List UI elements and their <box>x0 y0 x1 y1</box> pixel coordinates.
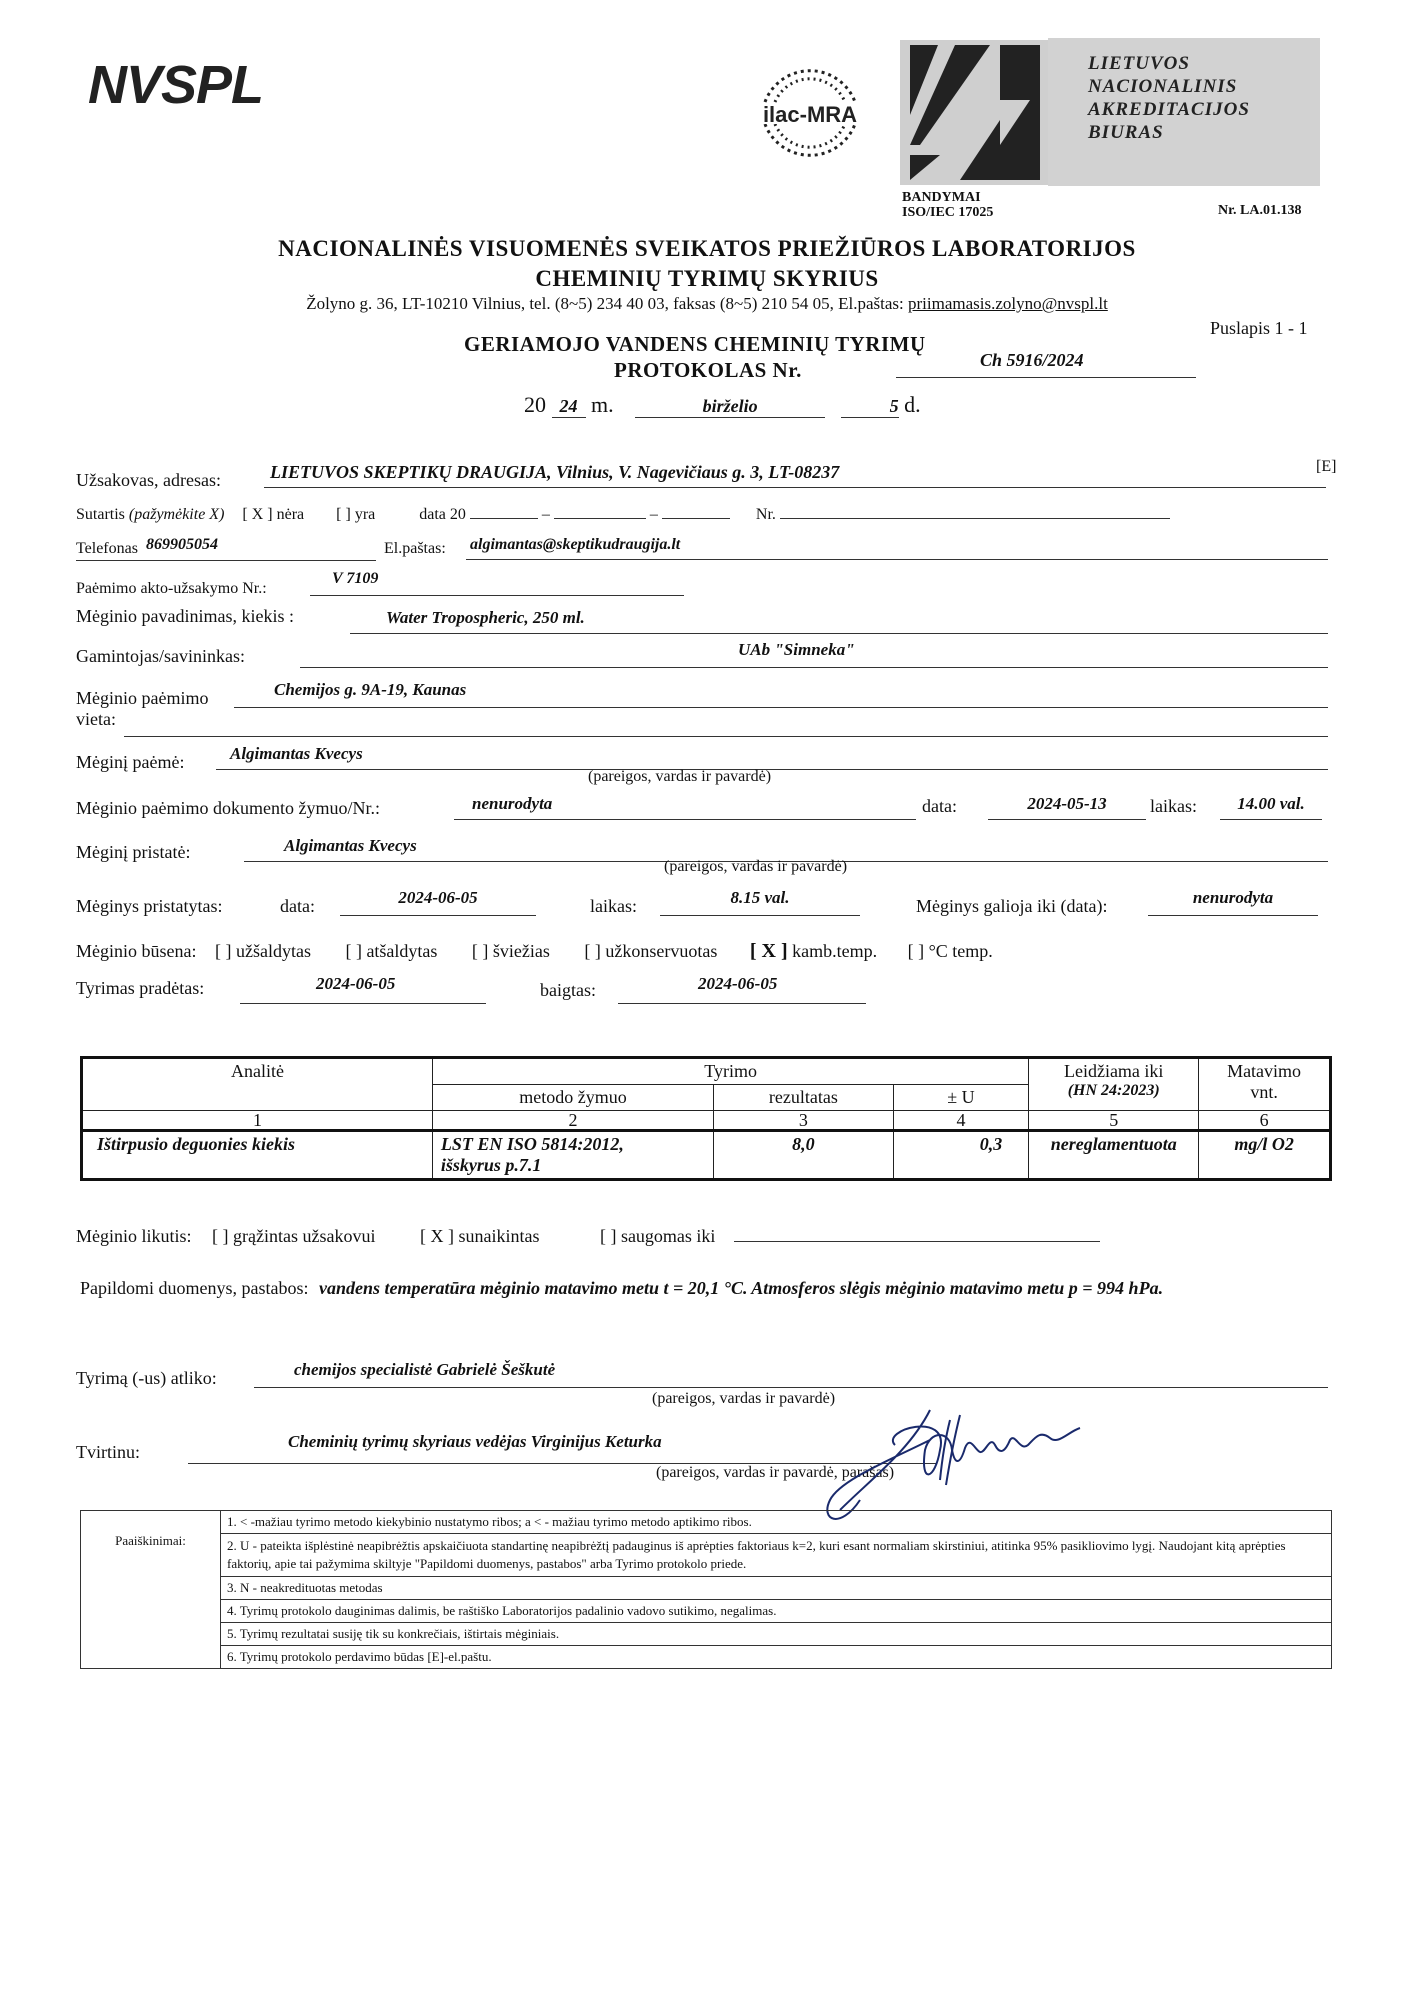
explanation-item: 1. < -mažiau tyrimo metodo kiekybinio nustatymo ribos; a < - mažiau tyrimo metodo aptikimo ribos. <box>221 1511 1332 1534</box>
page-number: Puslapis 1 - 1 <box>1210 318 1308 338</box>
col-num: 5 <box>1029 1111 1199 1131</box>
taken-by-hint: (pareigos, vardas ir pavardė) <box>588 768 772 785</box>
col-num: 4 <box>893 1111 1029 1131</box>
contract-yes-checkbox[interactable]: [ ] yra <box>336 506 376 523</box>
state-preserved-checkbox[interactable]: [ ] užkonservuotas <box>584 941 718 961</box>
explanation-item: 5. Tyrimų rezultatai susiję tik su konkrečiais, ištirtais mėginiais. <box>221 1623 1332 1646</box>
delivered-time-value: 8.15 val. <box>660 888 860 916</box>
explanations-table <box>80 1510 1332 1669</box>
remainder-kept-checkbox[interactable]: [ ] saugomas iki <box>599 1226 716 1246</box>
results-table <box>80 1056 1332 1181</box>
state-temp-field[interactable]: [ ] °C temp. <box>907 941 993 961</box>
remainder-row: Mėginio likutis: [ ] grąžintas užsakovui [ X ] sunaikintas [ ] saugomas iki <box>76 1226 1100 1247</box>
phone-value: 869905054 <box>146 536 218 553</box>
header-unit: Matavimo vnt. <box>1199 1058 1331 1111</box>
additional-notes: Papildomi duomenys, pastabos: vandens temperatūra mėginio matavimo metu t = 20,1 °C. Atmosferos slėgis mėginio matavimo metu p = 994 hPa. <box>80 1278 1164 1298</box>
contract-none-checkbox[interactable]: [ X ] nėra <box>242 506 305 523</box>
header-test: Tyrimo <box>432 1058 1028 1085</box>
ilac-mra-logo <box>740 42 880 182</box>
row-unit: mg/l O2 <box>1199 1131 1331 1180</box>
valid-label: Mėginys galioja iki (data): <box>916 896 1108 916</box>
delivered-by-value: Algimantas Kvecys <box>244 836 1328 862</box>
approved-value: Cheminių tyrimų skyriaus vedėjas Virginijus Keturka <box>188 1432 936 1464</box>
protocol-title-line2: PROTOKOLAS Nr. <box>614 358 802 382</box>
valid-value: nenurodyta <box>1148 888 1318 916</box>
explanation-item: 4. Tyrimų protokolo dauginimas dalimis, be raštiško Laboratorijos padalinio vadovo sutikimo, negalimas. <box>221 1600 1332 1623</box>
org-email-link[interactable]: priimamasis.zolyno@nvspl.lt <box>907 294 1108 313</box>
la-logo-mark <box>900 40 1048 185</box>
doc-date-label: data: <box>922 796 957 816</box>
doc-label: Mėginio paėmimo dokumento žymuo/Nr.: <box>76 798 380 818</box>
header-u: ± U <box>893 1085 1029 1111</box>
remainder-destroyed-checkbox[interactable]: [ X ] sunaikintas <box>419 1226 540 1246</box>
email-value: algimantas@skeptikudraugija.lt <box>466 536 1328 560</box>
email-label: El.paštas: <box>384 540 446 557</box>
svg-text:ilac-MRA: ilac-MRA <box>762 102 858 127</box>
header-analyte: Analitė <box>82 1058 433 1111</box>
delivered-by-hint: (pareigos, vardas ir pavardė) <box>664 858 848 875</box>
doc-date-value: 2024-05-13 <box>988 794 1146 820</box>
contract-row: Sutartis (pažymėkite X) [ X ] nėra [ ] yra data 20 – – Nr. <box>76 506 1170 524</box>
delivered-by-label: Mėginį pristatė: <box>76 842 191 862</box>
site-label: Mėginio paėmimo vieta: <box>76 688 209 729</box>
producer-label: Gamintojas/savininkas: <box>76 646 245 666</box>
col-num: 3 <box>714 1111 894 1131</box>
act-value: V 7109 <box>310 570 684 596</box>
col-num: 2 <box>432 1111 713 1131</box>
org-name-line1: NACIONALINĖS VISUOMENĖS SVEIKATOS PRIEŽIŪROS LABORATORIJOS <box>278 236 1136 261</box>
org-address: Žolyno g. 36, LT-10210 Vilnius, tel. (8~5) 234 40 03, faksas (8~5) 210 54 05, El.paštas: priimamasis.zolyno@nvspl.lt <box>306 294 1108 313</box>
sample-name-label: Mėginio pavadinimas, kiekis : <box>76 606 294 626</box>
explanations-label: Paaiškinimai: <box>81 1511 221 1669</box>
row-method: LST EN ISO 5814:2012, išskyrus p.7.1 <box>432 1131 713 1180</box>
doc-value: nenurodyta <box>454 794 916 820</box>
approved-hint: (pareigos, vardas ir pavardė, parašas) <box>656 1464 895 1481</box>
state-frozen-checkbox[interactable]: [ ] užšaldytas <box>214 941 311 961</box>
taken-by-label: Mėginį paėmė: <box>76 752 185 772</box>
delivered-time-label: laikas: <box>590 896 637 916</box>
header-limit: Leidžiama iki (HN 24:2023) <box>1029 1058 1199 1111</box>
state-ambient-checkbox[interactable]: [ X ] <box>749 940 788 962</box>
accreditation-scope: BANDYMAI ISO/IEC 17025 <box>902 190 994 220</box>
remainder-returned-checkbox[interactable]: [ ] grąžintas užsakovui <box>212 1226 376 1246</box>
state-row: Mėginio būsena: [ ] užšaldytas [ ] atšaldytas [ ] šviežias [ ] užkonservuotas [ X ] kamb.temp. [ ] °C temp. <box>76 940 993 962</box>
org-name-line2: CHEMINIŲ TYRIMŲ SKYRIUS <box>535 266 879 291</box>
col-num: 6 <box>1199 1111 1331 1131</box>
producer-value: UAb "Simneka" <box>300 640 1328 668</box>
sample-name-value: Water Tropospheric, 250 ml. <box>350 608 1328 634</box>
end-label: baigtas: <box>540 980 596 1000</box>
end-value: 2024-06-05 <box>618 974 866 1004</box>
row-analyte: Ištirpusio deguonies kiekis <box>82 1131 433 1180</box>
state-thawed-checkbox[interactable]: [ ] atšaldytas <box>345 941 438 961</box>
site-value: Chemijos g. 9A-19, Kaunas <box>234 680 1328 708</box>
accreditation-body-name: LIETUVOS NACIONALINIS AKREDITACIJOS BIURAS <box>1048 38 1320 186</box>
client-flag: [E] <box>1316 458 1337 475</box>
delivered-date-value: 2024-06-05 <box>340 888 536 916</box>
delivered-label: Mėginys pristatytas: <box>76 896 223 916</box>
delivered-date-label: data: <box>280 896 315 916</box>
nvspl-logo: NVSPL <box>88 55 264 115</box>
accreditation-number: Nr. LA.01.138 <box>1218 203 1302 218</box>
protocol-title-line1: GERIAMOJO VANDENS CHEMINIŲ TYRIMŲ <box>464 332 926 356</box>
row-result: 8,0 <box>714 1131 894 1180</box>
row-limit: nereglamentuota <box>1029 1131 1199 1180</box>
protocol-date: 20 24 m. birželio 5 d. <box>524 392 921 417</box>
performed-value: chemijos specialistė Gabrielė Šeškutė <box>254 1360 1328 1388</box>
taken-by-value: Algimantas Kvecys <box>216 744 1328 770</box>
client-label: Užsakovas, adresas: <box>76 470 221 490</box>
doc-time-label: laikas: <box>1150 796 1197 816</box>
performed-label: Tyrimą (-us) atliko: <box>76 1368 217 1388</box>
phone-label: Telefonas <box>76 540 138 557</box>
explanation-item: 3. N - neakredituotas metodas <box>221 1577 1332 1600</box>
col-num: 1 <box>82 1111 433 1131</box>
header-method: metodo žymuo <box>432 1085 713 1111</box>
protocol-number: Ch 5916/2024 <box>896 350 1196 378</box>
row-u: 0,3 <box>893 1131 1029 1180</box>
explanation-item: 6. Tyrimų protokolo perdavimo būdas [E]-el.paštu. <box>221 1646 1332 1669</box>
performed-hint: (pareigos, vardas ir pavardė) <box>652 1390 836 1407</box>
explanation-item: 2. U - pateikta išplėstinė neapibrėžtis apskaičiuota standartinę neapibrėžtį padauginus iš aprėpties faktoriaus k=2, kuri esant normaliam skirstiniui, atitinka 95% pasikliovimo lygį. Naudojant kitą aprėpties faktorių, apie tai pažymima skiltyje "Papildomi duomenys, pastabos" arba Tyrimo protokolo priede. <box>221 1534 1332 1577</box>
state-fresh-checkbox[interactable]: [ ] šviežias <box>471 941 550 961</box>
doc-time-value: 14.00 val. <box>1220 794 1322 820</box>
act-label: Paėmimo akto-užsakymo Nr.: <box>76 580 267 597</box>
client-value: LIETUVOS SKEPTIKŲ DRAUGIJA, Vilnius, V. Nagevičiaus g. 3, LT-08237 <box>264 462 1326 488</box>
approved-label: Tvirtinu: <box>76 1442 140 1462</box>
start-value: 2024-06-05 <box>240 974 486 1004</box>
table-row <box>82 1131 1331 1180</box>
start-label: Tyrimas pradėtas: <box>76 978 205 998</box>
header-result: rezultatas <box>714 1085 894 1111</box>
